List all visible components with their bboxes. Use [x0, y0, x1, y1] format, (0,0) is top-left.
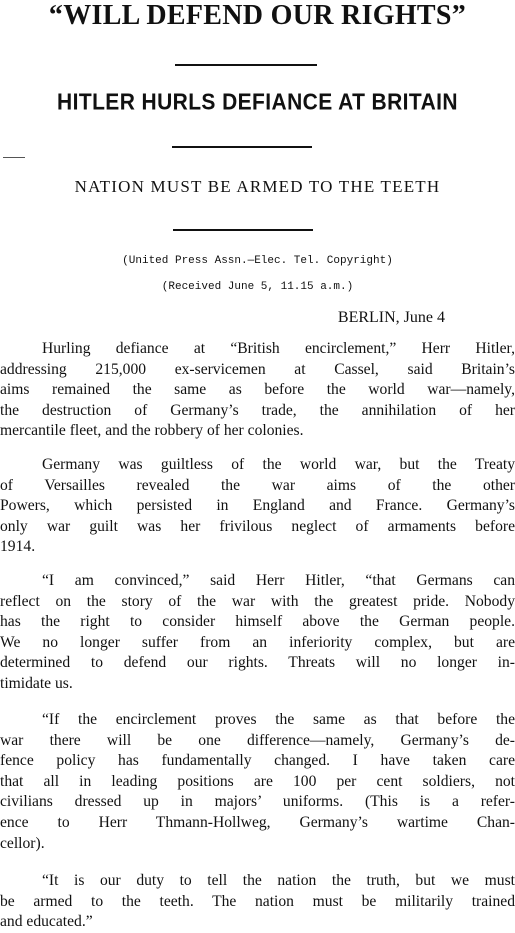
- article-paragraph-2: [0, 455, 515, 558]
- divider-rule-2: [172, 146, 312, 148]
- text-line: that all in leading positions are 100 per cent soldiers, not: [0, 772, 515, 790]
- text-line: Hurling defiance at “British encirclement,” Herr Hitler,: [42, 340, 515, 357]
- text-line: determined to defend our rights. Threats will no longer in-: [0, 654, 515, 672]
- wire-credit: (United Press Assn.—Elec. Tel. Copyright): [122, 255, 393, 267]
- dateline: BERLIN, June 4: [337, 309, 445, 326]
- text-line: timidate us.: [0, 674, 73, 692]
- text-line: addressing 215,000 ex-servicemen at Cassel, said Britain’s: [0, 360, 515, 378]
- text-line: of Versailles revealed the war aims of the other: [0, 476, 515, 494]
- article-paragraph-5: [0, 871, 515, 933]
- text-line: has the right to consider himself above the German people.: [0, 613, 515, 631]
- text-line: fence policy has fundamentally changed. I have taken care: [0, 752, 515, 770]
- divider-rule-1: [175, 64, 317, 66]
- text-line: Germany was guiltless of the world war, but the Treaty: [42, 456, 515, 473]
- text-line: “I am convinced,” said Herr Hitler, “that Germans can: [42, 572, 515, 589]
- text-line: We no longer suffer from an inferiority complex, but are: [0, 633, 515, 651]
- headline-tertiary: NATION MUST BE ARMED TO THE TEETH: [74, 177, 441, 196]
- received-time: (Received June 5, 11.15 a.m.): [161, 281, 354, 293]
- print-speck: [3, 157, 25, 158]
- text-line: ence to Herr Thmann-Hollweg, Germany’s wartime Chan-: [0, 813, 515, 831]
- text-line: “It is our duty to tell the nation the truth, but we must: [42, 872, 515, 889]
- headline-secondary: HITLER HURLS DEFIANCE AT BRITAIN: [57, 89, 458, 116]
- divider-rule-3: [173, 229, 313, 231]
- text-line: and educated.”: [0, 913, 93, 931]
- text-line: aims remained the same as before the world war—namely,: [0, 381, 515, 399]
- article-paragraph-3: [0, 571, 515, 695]
- text-line: be armed to the teeth. The nation must be militarily trained: [0, 892, 515, 910]
- text-line: only war guilt was her frivilous neglect of armaments before: [0, 517, 515, 535]
- headline-main: “WILL DEFEND OUR RIGHTS”: [48, 0, 467, 31]
- article-paragraph-4: [0, 710, 515, 854]
- text-line: the destruction of Germany’s trade, the annihilation of her: [0, 401, 515, 419]
- text-line: mercantile fleet, and the robbery of her colonies.: [0, 422, 304, 440]
- text-line: civilians dressed up in majors’ uniforms. (This is a refer-: [0, 793, 515, 811]
- text-line: “If the encirclement proves the same as that before the: [42, 711, 515, 728]
- text-line: 1914.: [0, 538, 36, 556]
- text-line: Powers, which persisted in England and France. Germany’s: [0, 497, 515, 515]
- article-paragraph-1: [0, 339, 515, 442]
- text-line: war there will be one difference—namely, Germany’s de-: [0, 731, 515, 749]
- text-line: reflect on the story of the war with the greatest pride. Nobody: [0, 592, 515, 610]
- text-line: cellor).: [0, 834, 45, 852]
